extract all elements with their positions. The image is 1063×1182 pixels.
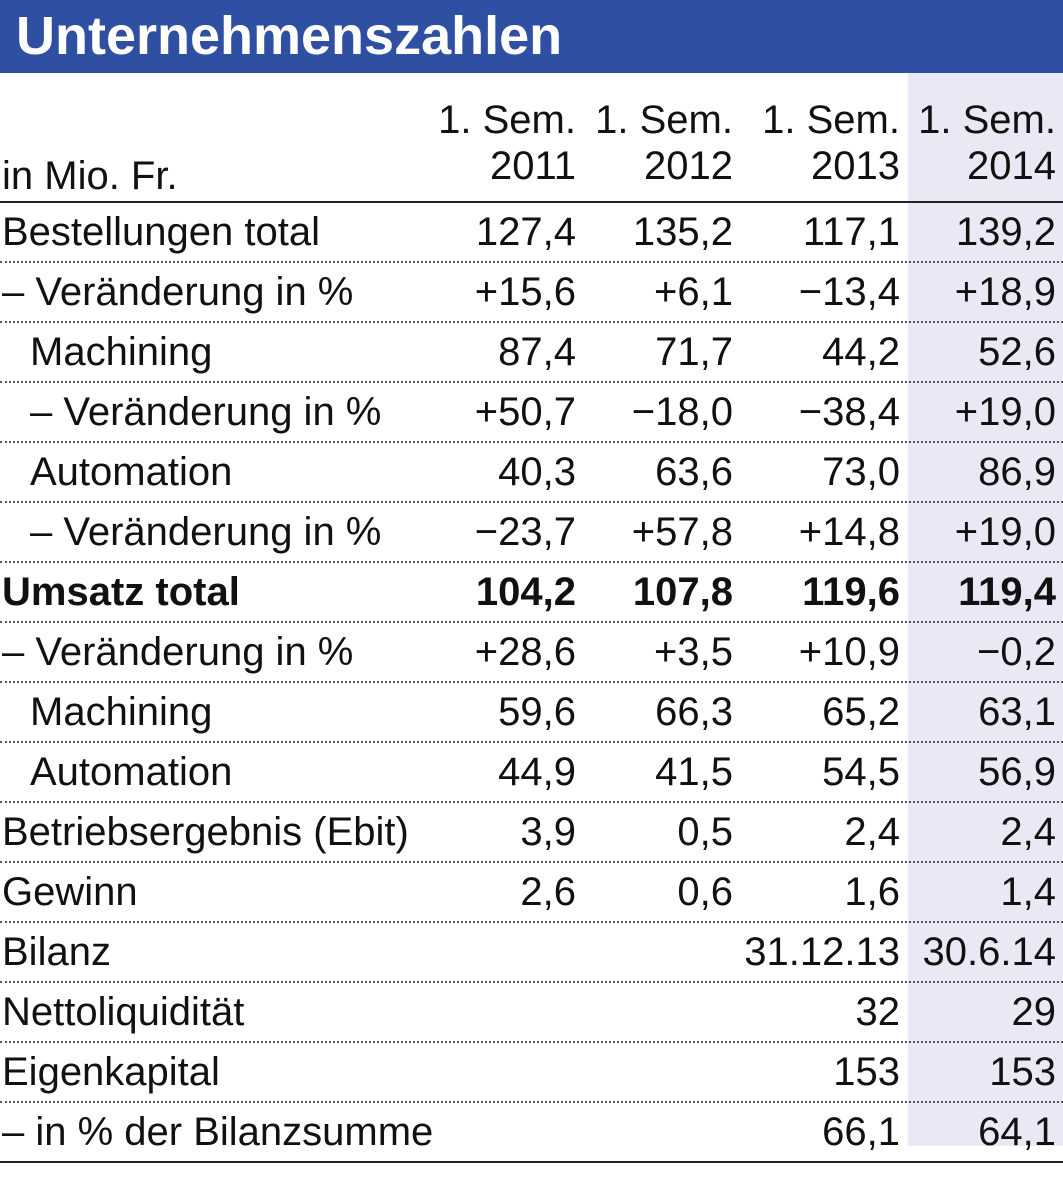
value-2011: 3,9 [520,810,576,854]
value-2014: 52,6 [978,330,1056,374]
value-2013: 66,1 [822,1110,900,1154]
value-2012: +6,1 [654,270,733,314]
value-2013: 31.12.13 [744,930,900,974]
value-2011: +50,7 [474,390,576,434]
table-row [0,683,1063,743]
row-label: Umsatz total [2,570,240,614]
title-bar [0,0,1063,73]
column-header-line2: 2013 [811,144,900,188]
value-2014: 56,9 [978,750,1056,794]
value-2013: 153 [833,1050,900,1094]
value-2012: 0,5 [677,810,733,854]
row-label: Nettoliquidität [2,990,245,1034]
value-2014: 63,1 [978,690,1056,734]
value-2013: 119,6 [802,570,900,614]
table-row [0,1103,1063,1163]
value-2014: +19,0 [954,510,1056,554]
value-2013: −38,4 [798,390,900,434]
value-2014: +19,0 [954,390,1056,434]
row-label: Gewinn [2,870,138,914]
value-2012: +3,5 [654,630,733,674]
value-2013: 2,4 [844,810,900,854]
value-2013: −13,4 [798,270,900,314]
value-2014: 29 [1011,990,1056,1034]
value-2014: 64,1 [978,1110,1056,1154]
table-row [0,323,1063,383]
value-2014: 1,4 [1000,870,1056,914]
value-2012: +57,8 [631,510,733,554]
row-label: Machining [30,690,213,734]
table-body [0,203,1063,1163]
value-2014: 153 [989,1050,1056,1094]
value-2014: 30.6.14 [922,930,1056,974]
value-2013: 1,6 [844,870,900,914]
row-label: Bestellungen total [2,210,321,254]
column-header-2011 [438,97,576,189]
row-label: Bilanz [2,930,111,974]
value-2013: +10,9 [798,630,900,674]
row-label: Automation [30,450,233,494]
column-header-line2: 2014 [967,144,1056,188]
column-header-line2: 2012 [644,144,733,188]
value-2012: 63,6 [655,450,733,494]
value-2014: +18,9 [954,270,1056,314]
table-row [0,923,1063,983]
value-2011: 59,6 [498,690,576,734]
value-2011: +28,6 [474,630,576,674]
value-2011: 2,6 [520,870,576,914]
value-2012: 66,3 [655,690,733,734]
page-title: Unternehmenszahlen [16,6,563,66]
value-2012: 41,5 [655,750,733,794]
table-row [0,743,1063,803]
column-header-2014 [918,97,1056,189]
table-row [0,443,1063,503]
row-label: – Veränderung in % [30,510,382,554]
table-row [0,863,1063,923]
row-label: Eigenkapital [2,1050,220,1094]
unit-label: in Mio. Fr. [2,154,178,198]
row-label: Automation [30,750,233,794]
value-2014: 119,4 [958,570,1056,614]
table-row [0,203,1063,263]
value-2014: 2,4 [1000,810,1056,854]
row-label: – Veränderung in % [30,390,382,434]
table-row [0,503,1063,563]
value-2011: 44,9 [498,750,576,794]
column-header-line1: 1. Sem. [762,98,900,142]
value-2012: 71,7 [655,330,733,374]
row-label: – Veränderung in % [2,630,354,674]
row-label: Machining [30,330,213,374]
value-2013: 54,5 [822,750,900,794]
value-2013: 32 [855,990,900,1034]
value-2012: −18,0 [631,390,733,434]
value-2011: +15,6 [474,270,576,314]
column-header-2013 [762,97,900,189]
value-2011: 87,4 [498,330,576,374]
value-2013: 117,1 [802,210,900,254]
table-row [0,983,1063,1043]
table-row [0,623,1063,683]
column-header-line1: 1. Sem. [438,98,576,142]
value-2013: 65,2 [822,690,900,734]
column-header-line2: 2011 [489,144,576,188]
table-header [0,73,1063,203]
value-2013: 44,2 [822,330,900,374]
value-2012: 0,6 [677,870,733,914]
table-row [0,1043,1063,1103]
value-2012: 107,8 [632,570,733,614]
value-2014: 86,9 [978,450,1056,494]
column-header-line1: 1. Sem. [595,98,733,142]
value-2014: 139,2 [955,210,1056,254]
row-label: – Veränderung in % [2,270,354,314]
column-header-line1: 1. Sem. [918,98,1056,142]
table-row [0,803,1063,863]
value-2012: 135,2 [632,210,733,254]
value-2011: −23,7 [474,510,576,554]
table-row-total [0,563,1063,623]
value-2011: 127,4 [475,210,576,254]
table-row [0,383,1063,443]
column-header-2012 [595,97,733,189]
value-2011: 40,3 [498,450,576,494]
value-2011: 104,2 [475,570,576,614]
row-label: Betriebsergebnis (Ebit) [2,810,409,854]
row-label: – in % der Bilanzsumme [2,1110,434,1154]
value-2013: +14,8 [798,510,900,554]
value-2014: −0,2 [977,630,1056,674]
table-row [0,263,1063,323]
value-2013: 73,0 [822,450,900,494]
